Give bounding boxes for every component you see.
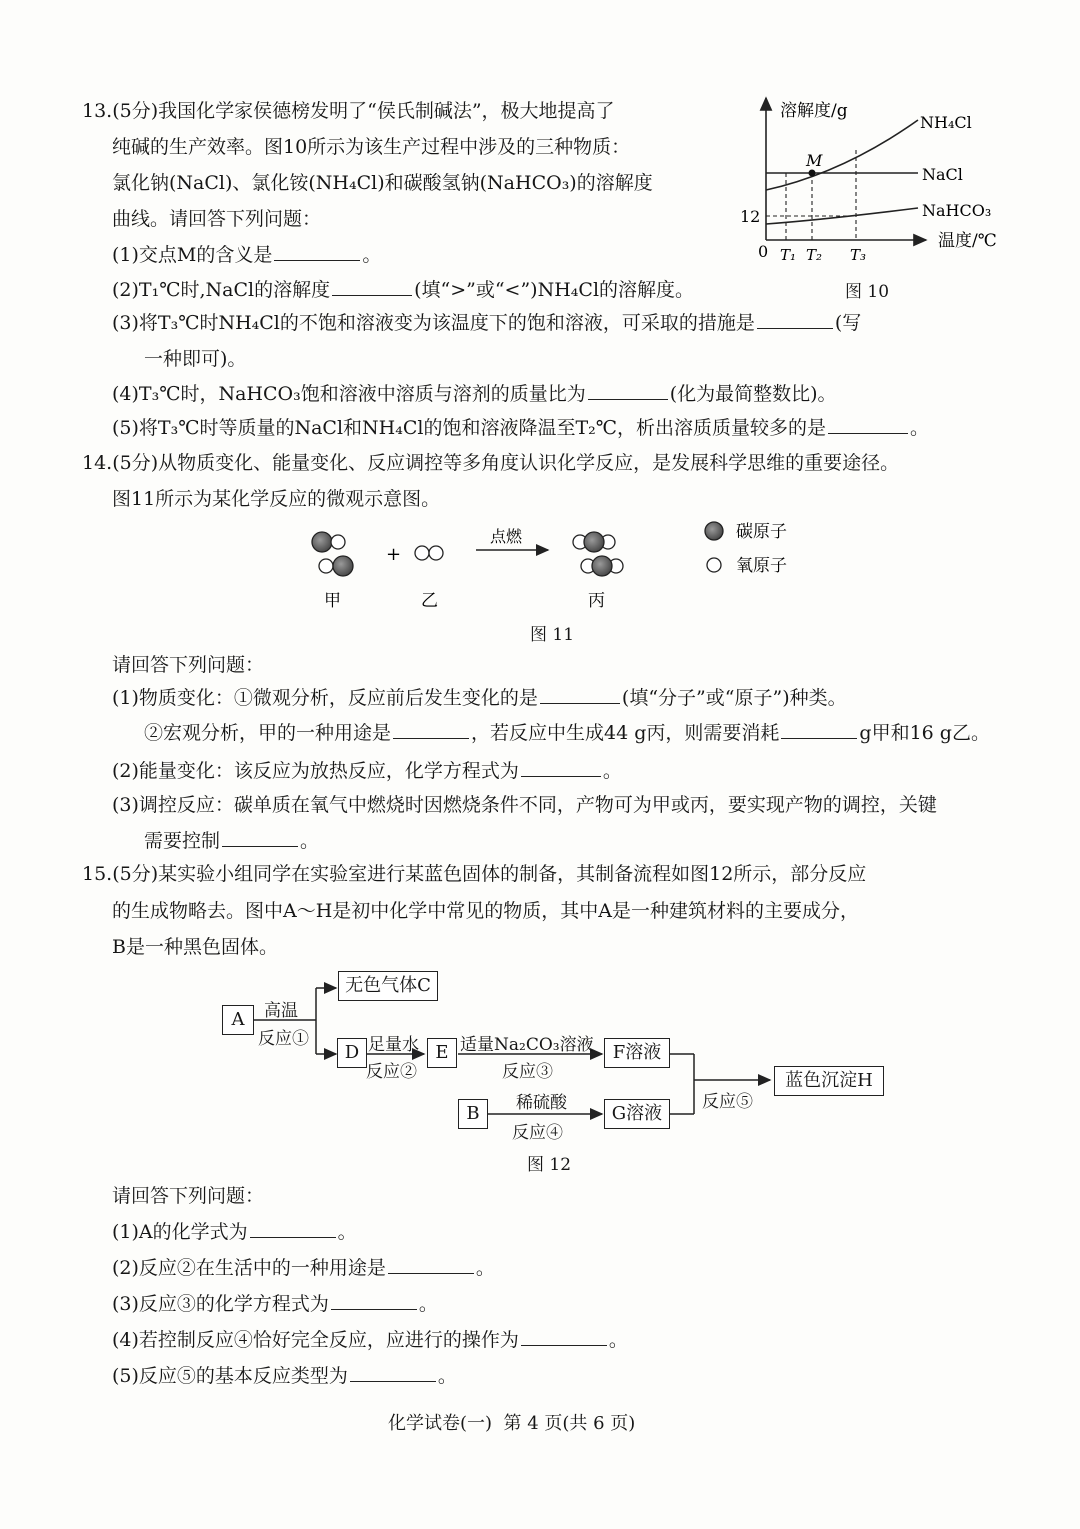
oxygen-atom-legend-icon [707, 558, 721, 572]
point-m-label: M [806, 151, 823, 170]
q15-part4-text: (4)若控制反应④恰好完全反应，应进行的操作为 [112, 1329, 519, 1351]
q15-part1 [112, 1218, 357, 1246]
q14-part1b-end: g甲和16 g乙。 [859, 722, 990, 744]
q15-part2-end: 。 [475, 1257, 495, 1279]
reaction4-label: 反应④ [512, 1123, 563, 1143]
q15-part3-end: 。 [418, 1293, 438, 1315]
q14-part2-end: 。 [602, 760, 622, 782]
reaction2-condition: 足量水 [368, 1035, 419, 1055]
q14-part3b-end: 。 [300, 830, 320, 852]
q13-part4-end: (化为最简整数比)。 [669, 383, 837, 405]
plus-sign: + [386, 544, 402, 565]
q13-part2-end: (填“>”或“<”)NH₄Cl的溶解度。 [414, 279, 695, 301]
q15-ask: 请回答下列问题： [112, 1185, 265, 1207]
answer-blank[interactable] [274, 242, 360, 261]
reaction3-condition: 适量Na₂CO₃溶液 [460, 1035, 594, 1055]
reaction1-condition: 高温 [264, 1001, 298, 1021]
figure-10-solubility-chart [730, 90, 1020, 270]
q15-line2: 的生成物略去。图中A～H是初中化学中常见的物质，其中A是一种建筑材料的主要成分， [112, 900, 860, 922]
page-footer: 化学试卷(一) 第 4 页(共 6 页) [388, 1413, 636, 1434]
q13-part3-text: (3)将T₃℃时NH₄Cl的不饱和溶液变为该温度下的饱和溶液，可采取的措施是 [112, 312, 755, 334]
q13-part1 [112, 241, 381, 269]
q15-part2-text: (2)反应②在生活中的一种用途是 [112, 1257, 386, 1279]
q13-part3-cont: 一种即可)。 [144, 348, 247, 370]
q13-part3 [112, 309, 861, 337]
q13-part3-end: (写 [834, 312, 862, 334]
nh4cl-curve [766, 120, 918, 190]
carbon-atom-legend-icon [705, 522, 723, 540]
figure-10-caption: 图 10 [845, 282, 890, 302]
q15-part3-text: (3)反应③的化学方程式为 [112, 1293, 329, 1315]
nh4cl-label: NH₄Cl [920, 113, 972, 132]
q15-part2 [112, 1254, 495, 1282]
reaction2-label: 反应② [366, 1062, 417, 1082]
answer-blank[interactable] [781, 720, 857, 739]
label-jia: 甲 [324, 591, 341, 611]
q13-part1-end: 。 [362, 244, 382, 266]
carbon-atom-legend: 碳原子 [736, 522, 787, 542]
q15-part3 [112, 1290, 438, 1318]
flow-box-d: D [337, 1038, 367, 1068]
flow-box-c: 无色气体C [338, 971, 438, 1001]
answer-blank[interactable] [588, 381, 668, 400]
answer-blank[interactable] [331, 1291, 417, 1310]
q13-part1-text: (1)交点M的含义是 [112, 244, 273, 266]
flow-box-a: A [222, 1005, 254, 1035]
answer-blank[interactable] [388, 1255, 474, 1274]
origin-label: 0 [758, 242, 769, 261]
q13-part4 [112, 380, 837, 408]
q13-line1: 13.(5分)我国化学家侯德榜发明了“侯氏制碱法”，极大地提高了 [82, 100, 615, 122]
flow-box-h: 蓝色沉淀H [774, 1066, 884, 1096]
molecule-bing [573, 532, 623, 576]
q15-part4 [112, 1326, 628, 1354]
flow-box-f: F溶液 [604, 1038, 670, 1068]
q15-part5-text: (5)反应⑤的基本反应类型为 [112, 1365, 348, 1387]
q14-line2: 图11所示为某化学反应的微观示意图。 [112, 488, 441, 510]
molecule-jia [312, 532, 353, 576]
q14-part2-text: (2)能量变化：该反应为放热反应，化学方程式为 [112, 760, 519, 782]
q14-part3: (3)调控反应：碳单质在氧气中燃烧时因燃烧条件不同，产物可为甲或丙，要实现产物的调控，关键 [112, 794, 937, 816]
q13-part5 [112, 414, 929, 442]
nacl-label: NaCl [922, 165, 963, 184]
answer-blank[interactable] [521, 1327, 607, 1346]
flow-box-e: E [427, 1038, 457, 1068]
answer-blank[interactable] [521, 758, 601, 777]
figure-11-reaction-diagram [300, 520, 820, 620]
label-bing: 丙 [588, 591, 605, 611]
molecule-yi [415, 546, 443, 560]
q14-part1b-text: ②宏观分析，甲的一种用途是 [144, 722, 392, 744]
q15-part1-text: (1)A的化学式为 [112, 1221, 248, 1243]
q14-part1 [112, 684, 847, 712]
q14-part3b-text: 需要控制 [144, 830, 221, 852]
q15-part4-end: 。 [608, 1329, 628, 1351]
reaction4-condition: 稀硫酸 [516, 1093, 567, 1113]
q13-line4: 曲线。请回答下列问题： [112, 208, 322, 230]
q15-part1-end: 。 [337, 1221, 357, 1243]
q13-part5-end: 。 [910, 417, 930, 439]
q13-part5-text: (5)将T₃℃时等质量的NaCl和NH₄Cl的饱和溶液降温至T₂℃，析出溶质质量较多的是 [112, 417, 826, 439]
reaction5-label: 反应⑤ [702, 1092, 753, 1112]
q14-part1-end: (填“分子”或“原子”)种类。 [621, 687, 847, 709]
q14-part1-b [144, 719, 990, 747]
answer-blank[interactable] [332, 277, 412, 296]
q13-part2 [112, 276, 694, 304]
y-axis-label: 溶解度/g [780, 101, 848, 121]
reaction3-label: 反应③ [502, 1062, 553, 1082]
answer-blank[interactable] [828, 415, 908, 434]
q15-part5 [112, 1362, 457, 1390]
q15-line3: B是一种黑色固体。 [112, 936, 278, 958]
q13-line3: 氯化钠(NaCl)、氯化铵(NH₄Cl)和碳酸氢钠(NaHCO₃)的溶解度 [112, 172, 653, 194]
t3-label: T₃ [850, 246, 867, 264]
figure-11-caption: 图 11 [530, 625, 575, 645]
intersection-point-m [809, 170, 816, 177]
answer-blank[interactable] [540, 685, 620, 704]
q15-part5-end: 。 [437, 1365, 457, 1387]
nahco3-label: NaHCO₃ [922, 201, 992, 220]
q14-line1: 14.(5分)从物质变化、能量变化、反应调控等多角度认识化学反应，是发展科学思维的重要途径。 [82, 452, 900, 474]
oxygen-atom-legend: 氧原子 [736, 556, 787, 576]
q13-part2-text: (2)T₁℃时,NaCl的溶解度 [112, 279, 331, 301]
q14-part2 [112, 757, 622, 785]
reaction1-label: 反应① [258, 1029, 309, 1049]
q13-part4-text: (4)T₃℃时，NaHCO₃饱和溶液中溶质与溶剂的质量比为 [112, 383, 586, 405]
q14-part1b-mid: ，若反应中生成44 g丙，则需要消耗 [471, 722, 780, 744]
flow-box-b: B [458, 1099, 488, 1129]
answer-blank[interactable] [757, 310, 833, 329]
q14-part1-text: (1)物质变化：①微观分析，反应前后发生变化的是 [112, 687, 538, 709]
t1-label: T₁ [780, 246, 797, 264]
answer-blank[interactable] [222, 828, 298, 847]
q14-ask: 请回答下列问题： [112, 654, 265, 676]
label-yi: 乙 [421, 591, 438, 611]
answer-blank[interactable] [393, 720, 469, 739]
flow-box-g: G溶液 [604, 1099, 670, 1129]
figure-12-caption: 图 12 [527, 1155, 572, 1175]
tick-12-label: 12 [740, 207, 761, 226]
t2-label: T₂ [806, 246, 823, 264]
q14-part3-cont [144, 827, 319, 855]
q13-line2: 纯碱的生产效率。图10所示为该生产过程中涉及的三种物质： [112, 136, 631, 158]
q15-line1: 15.(5分)某实验小组同学在实验室进行某蓝色固体的制备，其制备流程如图12所示，部分反应 [82, 863, 867, 885]
x-axis-label: 温度/℃ [938, 231, 997, 251]
answer-blank[interactable] [250, 1219, 336, 1238]
reaction-condition: 点燃 [490, 527, 523, 546]
answer-blank[interactable] [350, 1363, 436, 1382]
